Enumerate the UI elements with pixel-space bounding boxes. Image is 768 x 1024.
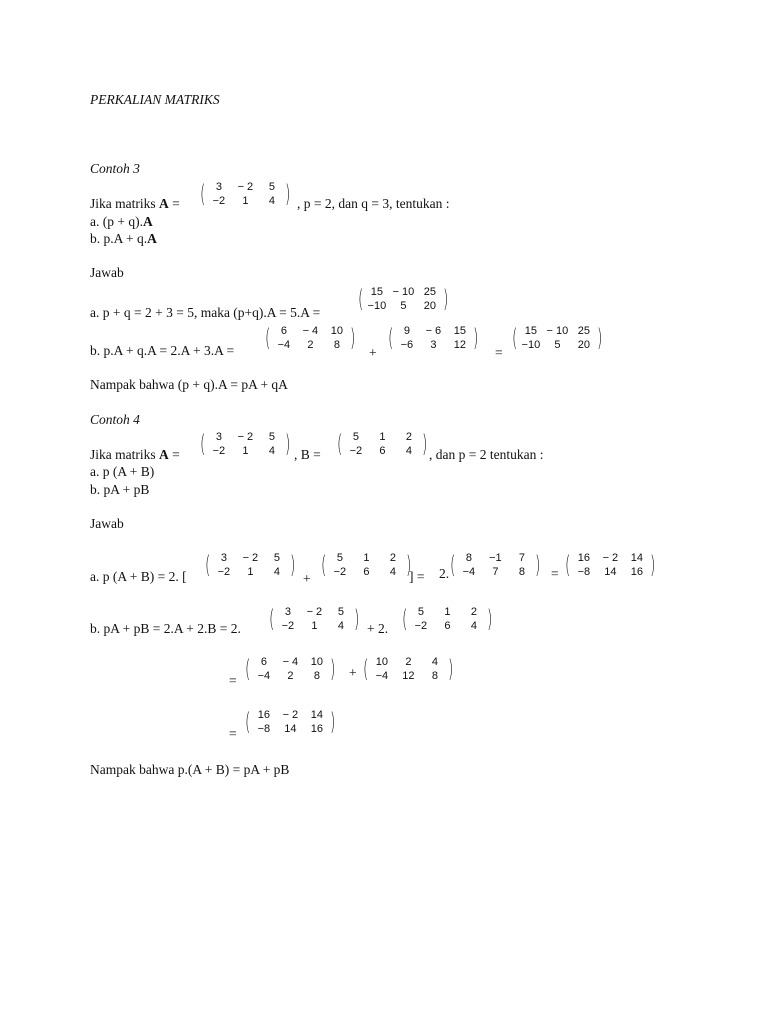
matrix-cell: − 6 <box>425 325 442 337</box>
equals-sign: = <box>229 673 237 688</box>
contoh4-question-suffix: , dan p = 2 tentukan : <box>429 447 544 462</box>
matrix-cell: 2 <box>405 431 412 443</box>
paren-left: ( <box>321 551 327 579</box>
matrix-cell: 7 <box>492 566 499 578</box>
paren-right: ) <box>330 708 336 736</box>
matrix-cell: 25 <box>423 286 436 298</box>
matrix-cell: 25 <box>577 325 590 337</box>
matrix-cell: 2 <box>470 606 477 618</box>
matrix-body <box>207 430 283 458</box>
matrix-cell: 8 <box>313 670 320 682</box>
matrix-cell: 4 <box>273 566 280 578</box>
matrix-cell: −10 <box>521 339 541 351</box>
matrix-row <box>207 180 283 194</box>
matrix-body <box>370 655 446 683</box>
paren-right: ) <box>650 551 656 579</box>
matrix-cell: 20 <box>423 300 436 312</box>
paren-left: ( <box>200 430 206 458</box>
matrix-cell: −4 <box>277 339 291 351</box>
matrix-body <box>365 285 441 313</box>
matrix-row <box>344 444 420 458</box>
paren-right: ) <box>535 551 541 579</box>
contoh3-item-b-text: b. p.A + q. <box>90 231 148 246</box>
matrix-2a <box>263 324 358 352</box>
paren-left: ( <box>337 430 343 458</box>
matrix-row <box>365 299 441 313</box>
matrix-cell: 8 <box>333 339 340 351</box>
matrix-cell: 2 <box>405 656 412 668</box>
contoh3-question <box>90 196 180 212</box>
matrix-cell: 6 <box>260 656 267 668</box>
matrix-cell: 8 <box>465 552 472 564</box>
matrix-cell: 6 <box>280 325 287 337</box>
matrix-row <box>370 669 446 683</box>
matrix-cell: −1 <box>489 552 502 564</box>
matrix-cell: 14 <box>604 566 617 578</box>
contoh3-question-var: A <box>159 196 169 211</box>
matrix-cell: 6 <box>363 566 370 578</box>
matrix-cell: 2 <box>307 339 314 351</box>
matrix-cell: 1 <box>444 606 451 618</box>
matrix-row <box>457 551 533 565</box>
matrix-cell: 2 <box>287 670 294 682</box>
matrix-row <box>272 338 348 352</box>
paren-right: ) <box>330 655 336 683</box>
matrix-b <box>319 551 414 579</box>
matrix-cell: 4 <box>431 656 438 668</box>
matrix-row <box>207 444 283 458</box>
matrix-row <box>457 565 533 579</box>
matrix-cell: 3 <box>215 181 222 193</box>
matrix-cell: −10 <box>367 300 387 312</box>
contoh4-question-var: A <box>159 447 169 462</box>
matrix-row <box>276 619 352 633</box>
matrix-cell: 5 <box>336 552 343 564</box>
matrix-cell: −2 <box>281 620 295 632</box>
contoh3-question-prefix: Jika matriks <box>90 196 156 211</box>
matrix-row <box>212 551 288 565</box>
matrix-row <box>365 285 441 299</box>
matrix-cell: 5 <box>268 181 275 193</box>
paren-left: ( <box>269 605 275 633</box>
matrix-cell: 15 <box>524 325 537 337</box>
contoh3-item-b <box>90 231 157 247</box>
matrix-cell: 1 <box>311 620 318 632</box>
matrix-cell: −2 <box>349 445 363 457</box>
contoh3-heading: Contoh 3 <box>90 161 140 176</box>
matrix-cell: − 2 <box>282 709 299 721</box>
matrix-row <box>409 619 485 633</box>
matrix-cell: 16 <box>630 566 643 578</box>
matrix-2a <box>243 655 338 683</box>
matrix-body <box>344 430 420 458</box>
plus-sign: + <box>349 665 357 680</box>
matrix-body <box>519 324 595 352</box>
contoh4-question-prefix: Jika matriks <box>90 447 156 462</box>
matrix-cell: 15 <box>370 286 383 298</box>
matrix-body <box>272 324 348 352</box>
matrix-cell: −4 <box>375 670 389 682</box>
matrix-row <box>328 565 404 579</box>
matrix-cell: −2 <box>414 620 428 632</box>
contoh3-conclusion: Nampak bahwa (p + q).A = pA + qA <box>90 377 288 392</box>
matrix-cell: −4 <box>257 670 271 682</box>
matrix-a <box>198 180 293 208</box>
matrix-row <box>207 430 283 444</box>
matrix-cell: − 2 <box>602 552 619 564</box>
matrix-cell: 5 <box>400 300 407 312</box>
matrix-cell: 1 <box>379 431 386 443</box>
matrix-cell: 4 <box>337 620 344 632</box>
scalar-two: 2. <box>439 566 450 581</box>
contoh3-jawab: Jawab <box>90 265 124 280</box>
matrix-cell: 14 <box>310 709 323 721</box>
contoh4-question-eq: = <box>172 447 180 462</box>
matrix-a-plus-b <box>448 551 543 579</box>
matrix-body <box>252 655 328 683</box>
matrix-cell: −2 <box>212 195 226 207</box>
matrix-cell: 4 <box>268 445 275 457</box>
matrix-b <box>335 430 430 458</box>
matrix-cell: − 4 <box>302 325 319 337</box>
contoh3-question-eq: = <box>172 196 180 211</box>
paren-right: ) <box>350 324 356 352</box>
paren-left: ( <box>363 655 369 683</box>
contoh4-jawab: Jawab <box>90 516 124 531</box>
plus-sign: + <box>303 571 311 586</box>
matrix-cell: 5 <box>337 606 344 618</box>
matrix-row <box>572 551 648 565</box>
matrix-a <box>267 605 362 633</box>
matrix-cell: 4 <box>470 620 477 632</box>
matrix-cell: 14 <box>630 552 643 564</box>
matrix-row <box>519 324 595 338</box>
matrix-a <box>203 551 298 579</box>
contoh3-item-a <box>90 214 153 230</box>
matrix-cell: − 10 <box>392 286 415 298</box>
contoh4-answer-a: a. p (A + B) = 2. [ <box>90 569 187 584</box>
plus-sign: + <box>369 345 377 360</box>
contoh3-item-a-text: a. (p + q). <box>90 214 143 229</box>
paren-left: ( <box>565 551 571 579</box>
contoh4-answer-b: b. pA + pB = 2.A + 2.B = 2. <box>90 621 241 636</box>
matrix-row <box>207 194 283 208</box>
matrix-cell: 7 <box>518 552 525 564</box>
matrix-body <box>207 180 283 208</box>
matrix-row <box>395 324 471 338</box>
matrix-result <box>563 551 658 579</box>
contoh4-question <box>90 447 180 463</box>
matrix-cell: 1 <box>242 445 249 457</box>
matrix-row <box>572 565 648 579</box>
matrix-body <box>252 708 328 736</box>
matrix-cell: − 2 <box>237 181 254 193</box>
matrix-cell: − 2 <box>237 431 254 443</box>
matrix-cell: 8 <box>431 670 438 682</box>
matrix-cell: − 2 <box>306 606 323 618</box>
matrix-cell: 3 <box>430 339 437 351</box>
matrix-cell: −2 <box>212 445 226 457</box>
matrix-cell: 2 <box>389 552 396 564</box>
matrix-row <box>519 338 595 352</box>
matrix-cell: − 2 <box>242 552 259 564</box>
matrix-cell: −2 <box>333 566 347 578</box>
matrix-cell: −6 <box>400 339 414 351</box>
contoh4-heading: Contoh 4 <box>90 412 140 427</box>
matrix-row <box>328 551 404 565</box>
matrix-cell: 20 <box>577 339 590 351</box>
matrix-row <box>409 605 485 619</box>
contoh4-item-a: a. p (A + B) <box>90 464 155 479</box>
paren-left: ( <box>512 324 518 352</box>
matrix-body <box>572 551 648 579</box>
contoh3-question-suffix: , p = 2, dan q = 3, tentukan : <box>297 196 450 211</box>
paren-left: ( <box>388 324 394 352</box>
equals-sign: = <box>551 566 559 581</box>
matrix-cell: 3 <box>284 606 291 618</box>
matrix-body <box>395 324 471 352</box>
matrix-cell: −2 <box>217 566 231 578</box>
matrix-result <box>243 708 338 736</box>
matrix-cell: − 4 <box>282 656 299 668</box>
paren-right: ) <box>406 551 412 579</box>
matrix-row <box>272 324 348 338</box>
matrix-cell: 8 <box>518 566 525 578</box>
matrix-cell: −8 <box>577 566 591 578</box>
matrix-2b <box>361 655 456 683</box>
paren-right: ) <box>290 551 296 579</box>
plus-two: + 2. <box>367 621 389 636</box>
contoh3-answer-b: b. p.A + q.A = 2.A + 3.A = <box>90 343 235 358</box>
matrix-cell: 6 <box>444 620 451 632</box>
contoh3-answer-a: a. p + q = 2 + 3 = 5, maka (p+q).A = 5.A = <box>90 305 321 320</box>
paren-left: ( <box>245 708 251 736</box>
matrix-row <box>395 338 471 352</box>
bracket-close: ] = <box>409 569 425 584</box>
matrix-body <box>276 605 352 633</box>
matrix-cell: 10 <box>310 656 323 668</box>
paren-right: ) <box>487 605 493 633</box>
page-title: PERKALIAN MATRIKS <box>90 92 220 107</box>
matrix-body <box>328 551 404 579</box>
matrix-cell: 3 <box>220 552 227 564</box>
paren-right: ) <box>597 324 603 352</box>
paren-right: ) <box>285 430 291 458</box>
matrix-row <box>276 605 352 619</box>
contoh4-item-b: b. pA + pB <box>90 482 150 497</box>
matrix-cell: 1 <box>363 552 370 564</box>
matrix-cell: 16 <box>577 552 590 564</box>
matrix-cell: 1 <box>247 566 254 578</box>
matrix-cell: 14 <box>284 723 297 735</box>
paren-right: ) <box>285 180 291 208</box>
matrix-cell: 10 <box>375 656 388 668</box>
paren-left: ( <box>245 655 251 683</box>
matrix-cell: 6 <box>379 445 386 457</box>
paren-right: ) <box>443 285 449 313</box>
matrix-cell: 4 <box>405 445 412 457</box>
matrix-cell: 12 <box>402 670 415 682</box>
contoh3-item-b-var: A <box>147 231 157 246</box>
matrix-b <box>400 605 495 633</box>
matrix-cell: 5 <box>268 431 275 443</box>
matrix-cell: 5 <box>417 606 424 618</box>
matrix-cell: 3 <box>215 431 222 443</box>
matrix-row <box>344 430 420 444</box>
matrix-5a <box>356 285 451 313</box>
matrix-3a <box>386 324 481 352</box>
matrix-cell: −8 <box>257 723 271 735</box>
matrix-cell: 5 <box>273 552 280 564</box>
equals-sign: = <box>495 345 503 360</box>
matrix-cell: 10 <box>330 325 343 337</box>
matrix-cell: 5 <box>554 339 561 351</box>
paren-left: ( <box>205 551 211 579</box>
matrix-cell: 15 <box>453 325 466 337</box>
matrix-row <box>252 708 328 722</box>
matrix-body <box>409 605 485 633</box>
matrix-row <box>212 565 288 579</box>
matrix-cell: −4 <box>462 566 476 578</box>
matrix-cell: 5 <box>352 431 359 443</box>
paren-right: ) <box>422 430 428 458</box>
matrix-body <box>212 551 288 579</box>
matrix-cell: 4 <box>268 195 275 207</box>
paren-right: ) <box>473 324 479 352</box>
paren-left: ( <box>358 285 364 313</box>
matrix-cell: 9 <box>403 325 410 337</box>
matrix-cell: 16 <box>310 723 323 735</box>
matrix-cell: 4 <box>389 566 396 578</box>
matrix-5a-result <box>510 324 605 352</box>
contoh4-question-mid: , B = <box>294 447 321 462</box>
paren-left: ( <box>200 180 206 208</box>
matrix-row <box>252 722 328 736</box>
matrix-cell: 1 <box>242 195 249 207</box>
matrix-a <box>198 430 293 458</box>
matrix-cell: 12 <box>453 339 466 351</box>
paren-left: ( <box>402 605 408 633</box>
matrix-row <box>370 655 446 669</box>
paren-left: ( <box>450 551 456 579</box>
matrix-row <box>252 655 328 669</box>
paren-left: ( <box>265 324 271 352</box>
contoh3-item-a-var: A <box>142 214 153 229</box>
matrix-body <box>457 551 533 579</box>
contoh4-conclusion: Nampak bahwa p.(A + B) = pA + pB <box>90 762 290 777</box>
matrix-row <box>252 669 328 683</box>
matrix-cell: − 10 <box>546 325 569 337</box>
matrix-cell: 16 <box>257 709 270 721</box>
equals-sign: = <box>229 726 237 741</box>
paren-right: ) <box>448 655 454 683</box>
paren-right: ) <box>354 605 360 633</box>
